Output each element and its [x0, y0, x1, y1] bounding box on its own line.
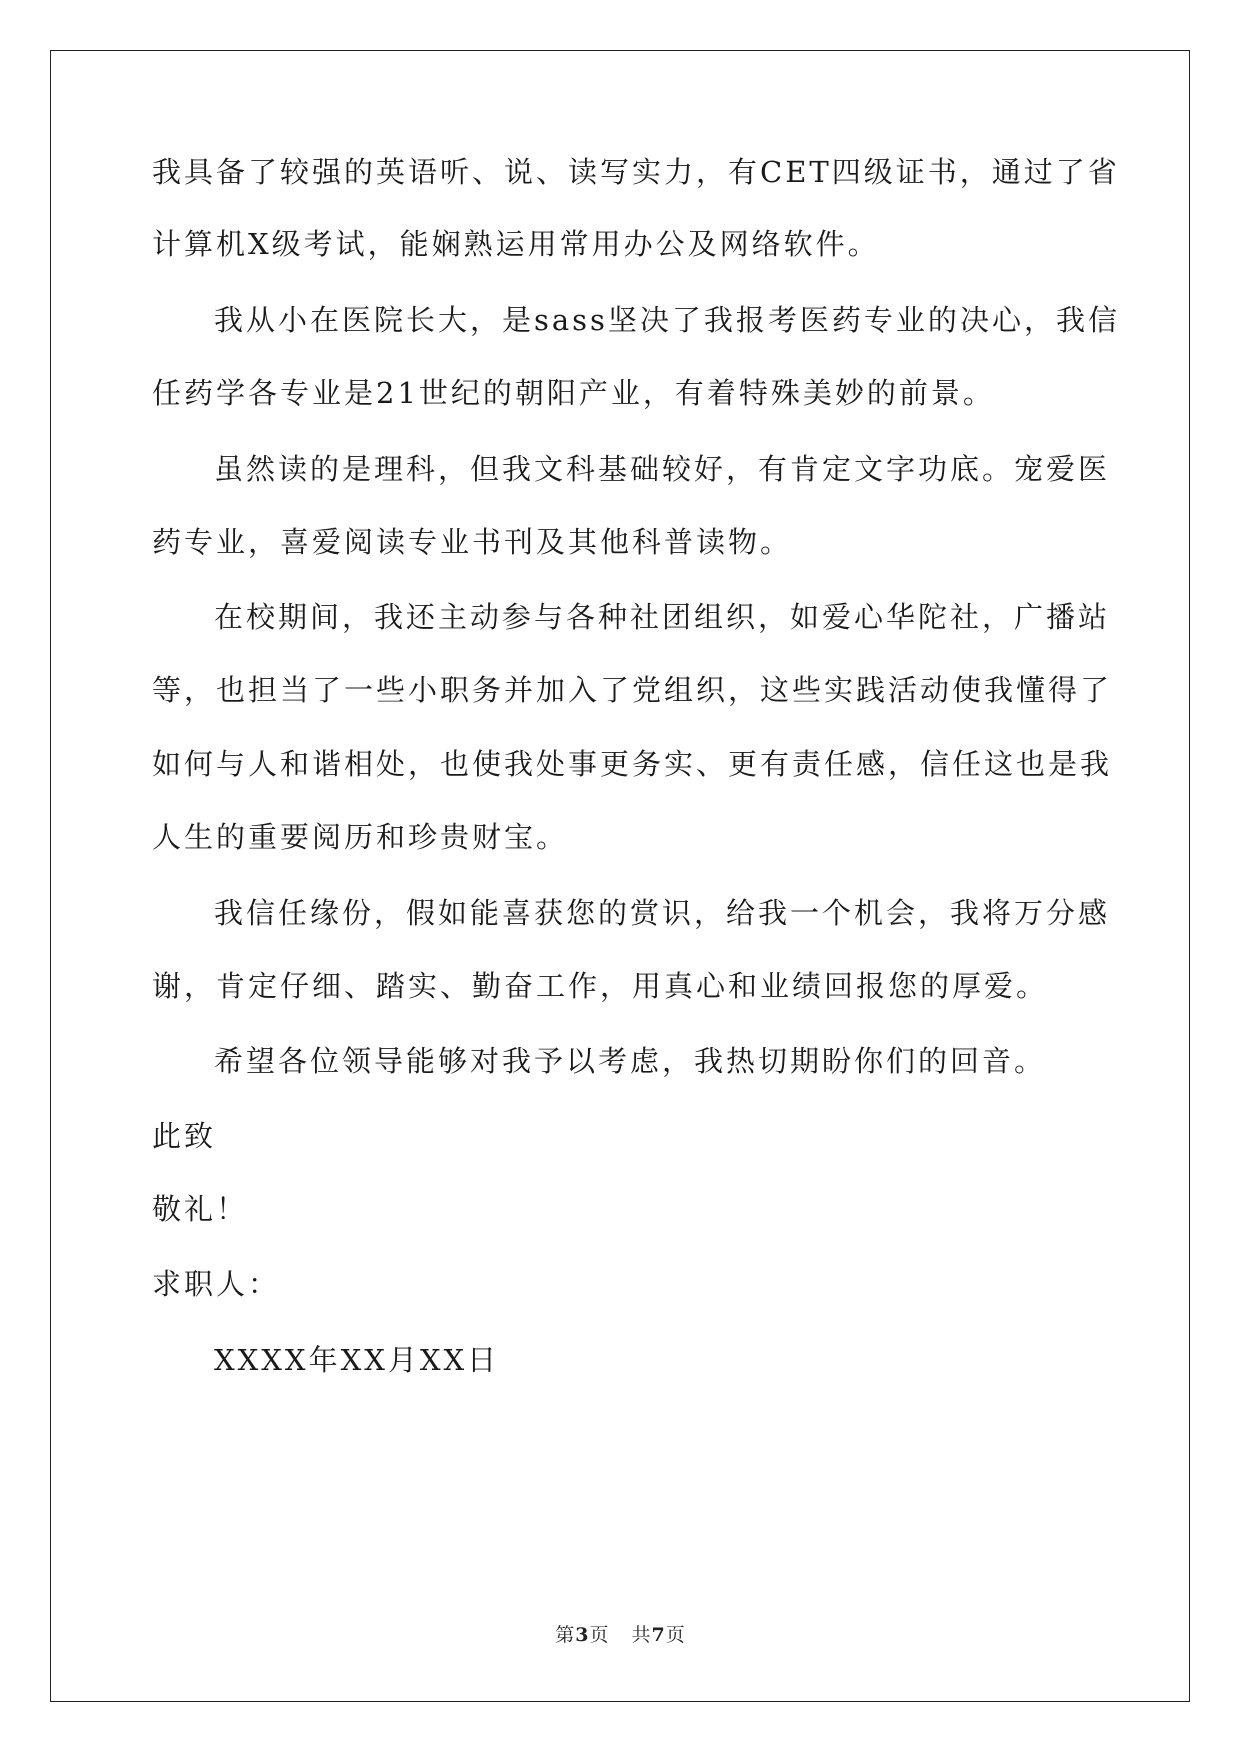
- text-line: 任药学各专业是21世纪的朝阳产业，有着特殊美妙的前景。: [152, 376, 995, 410]
- text-line: 等，也担当了一些小职务并加入了党组织，这些实践活动使我懂得了: [152, 673, 1113, 707]
- text-line: 我具备了较强的英语听、说、读写实力，有CET四级证书，通过了省: [152, 155, 1120, 189]
- text-line: 希望各位领导能够对我予以考虑，我热切期盼你们的回音。: [214, 1044, 1047, 1078]
- text-line: 我从小在医院长大，是sass坚决了我报考医药专业的决心，我信: [214, 303, 1120, 337]
- footer-total-suffix: 页: [665, 1624, 686, 1646]
- text-line: 我信任缘份，假如能喜获您的赏识，给我一个机会，我将万分感: [214, 896, 1111, 930]
- text-line: 虽然读的是理科，但我文科基础较好，有肯定文字功底。宠爱医: [214, 452, 1111, 486]
- text-line: 人生的重要阅历和珍贵财宝。: [152, 820, 569, 854]
- date-line: XXXX年XX月XX日: [214, 1343, 500, 1377]
- text-line: 谢，肯定仔细、踏实、勤奋工作，用真心和业绩回报您的厚爱。: [152, 969, 1049, 1003]
- text-line: 计算机X级考试，能娴熟运用常用办公及网络软件。: [152, 227, 880, 261]
- page-footer: [0, 1620, 1241, 1647]
- footer-prefix: 第: [555, 1624, 576, 1646]
- page-border: [50, 50, 1190, 1702]
- text-line: 如何与人和谐相处，也使我处事更务实、更有责任感，信任这也是我: [152, 747, 1113, 781]
- salutation-regards: 敬礼！: [152, 1192, 249, 1226]
- footer-total-pages: 7: [651, 1624, 666, 1646]
- footer-total-prefix: 共: [631, 1624, 652, 1646]
- text-line: 在校期间，我还主动参与各种社团组织，如爱心华陀社，广播站: [214, 600, 1111, 634]
- footer-page-suffix: 页: [589, 1624, 610, 1646]
- footer-page-number: 3: [575, 1624, 590, 1646]
- text-line: 药专业，喜爱阅读专业书刊及其他科普读物。: [152, 525, 793, 559]
- applicant-label: 求职人：: [152, 1267, 281, 1301]
- salutation-closing: 此致: [152, 1119, 217, 1153]
